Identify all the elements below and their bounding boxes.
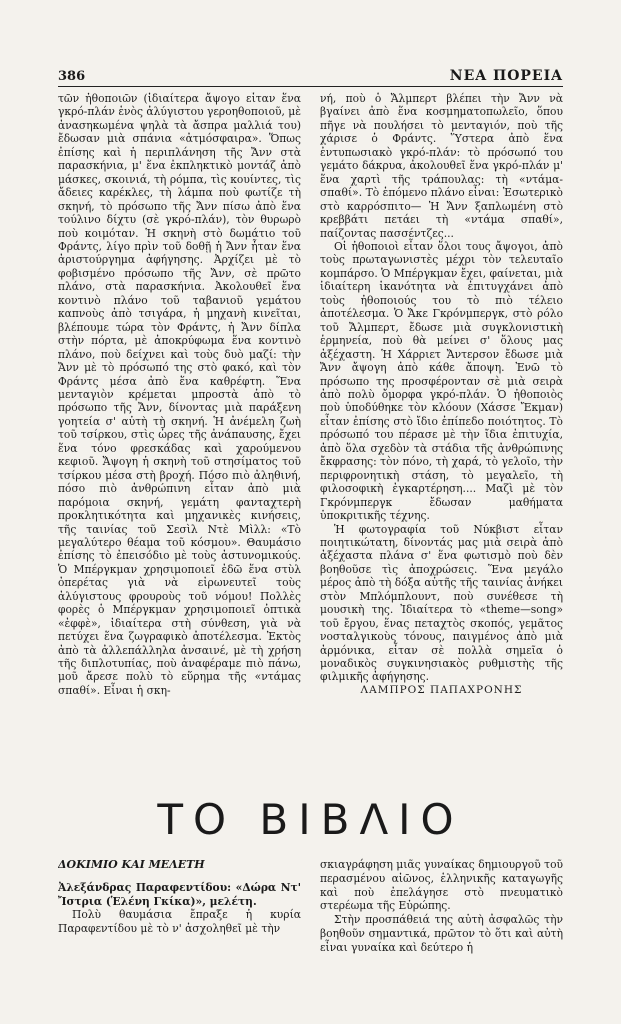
- page-header: [58, 62, 563, 84]
- review-paragraph: Πολὺ θαυμάσια ἔπραξε ἡ κυρία Παραφεντίδου μὲ τὸ ν' ἀσχοληθεῖ μὲ τὴν: [58, 908, 301, 936]
- article-columns: [58, 92, 563, 772]
- article-paragraph: Οἱ ἠθοποιοὶ εἶταν ὅλοι τους ἄψογοι, ἀπὸ τοὺς πρωταγωνιστὲς μέχρι τὸν τελευταῖο κομπάρσο. Ὁ Μπέργκμαν ἔχει, φαίνεται, μιὰ ἰδιαίτερη ἱκανότητα νὰ ἐπιτυγχάνει ἀπὸ τοὺς ἠθοποιούς του τὸ πιὸ τέλειο ἀποτέλεσμα. Ὁ Ἄκε Γκρόνμπεργκ, στὸ ρόλο τοῦ Ἄλμπερτ, ἔδωσε μιὰ συγκλονιστικὴ ἑρμηνεία, ποὺ θὰ μείνει σ' ὅλους μας ἀξέχαστη. Ἡ Χάρριετ Ἄντερσον ἔδωσε μιὰ Ἄνν ἄψογη ἀπὸ κάθε ἄποψη. Ἐνῶ τὸ πρόσωπο της προσφέρονταν σὲ μιὰ σειρὰ ἀπὸ πολὺ ὄμορφα γκρό-πλάν. Ὁ ἠθοποιὸς ποὺ ὑποδύθηκε τὸν κλόουν (Χάσσε Ἔκμαν) εἶταν ἐπίσης στὸ ἴδιο ἐπίπεδο ποιότητος. Τὸ πρόσωπό του πέρασε μὲ τὴν ἴδια ἐπιτυχία, ἀπὸ ὅλα σχεδὸν τὰ στάδια τῆς ἀνθρώπινης ἔκφρασης: τὸν πόνο, τὴ χαρά, τὸ γελοῖο, τὴν περιφρονητικὴ στάση, τὸ μεγαλεῖο, τὴ φιλοσοφικὴ ἐγκαρτέρηση.... Μαζὶ μὲ τὸν Γκρόνμπεργκ ἔδωσαν μαθήματα ὑποκριτικῆς τέχνης.: [320, 239, 563, 523]
- section-title: ΤΟ ΒΙΒΛΙΟ: [157, 795, 464, 844]
- review-paragraph: Στὴν προσπάθειά της αὐτὴ ἀσφαλῶς τὴν βοηθοῦν σημαντικά, πρῶτον τὸ ὅτι καὶ αὐτὴ εἶναι γυναίκα καὶ δεύτερο ἡ: [320, 913, 563, 954]
- header-rule: [58, 86, 563, 87]
- subsection-title: ΔΟΚΙΜΙΟ ΚΑΙ ΜΕΛΕΤΗ: [58, 858, 205, 871]
- book-entry: Ἀλεξάνδρας Παραφεντίδου: «Δώρα Ντ' Ἴστρια (Ἑλένη Γκίκα)», μελέτη.: [58, 880, 301, 908]
- book-review-columns: [58, 858, 563, 1008]
- article-paragraph: τῶν ἠθοποιῶν (ἰδιαίτερα ἄψογο εἶταν ἕνα γκρό-πλάν ἑνὸς ἀλύγιστου γεροηθοποιοῦ, μὲ ἀνασηκωμένα ψηλὰ τὰ ἄσπρα μαλλιά του) ἔδωσαν μιὰ σπάνια «ἀτμόσφαιρα». Ὅπως ἐπίσης καὶ ἡ περιπλάνηση τῆς Ἄνν στὰ παρασκήνια, μ' ἕνα ἐκπληκτικὸ μοντάζ ἀπὸ μάσκες, σκοινιά, τὴ ρόμπα, τὶς κουίντες, τὶς ἄδειες καρέκλες, τὴ λάμπα ποὺ φωτίζε τὴ σκηνή, τὸ πρόσωπο τῆς Ἄνν πίσω ἀπὸ ἕνα τούλινο δίχτυ (σὲ γκρό-πλάν), τὸν θυρωρὸ ποὺ κοιμόταν. Ἡ σκηνὴ στὸ δωμάτιο τοῦ Φράντς, λίγο πρὶν τοῦ δοθῇ ἡ Ἄνν ἦταν ἕνα ἀριστούργημα ἀφήγησης. Ἀρχίζει μὲ τὸ φοβισμένο πρόσωπο τῆς Ἄνν, σὲ πρῶτο πλάνο, στὰ παρασκήνια. Ἀκολουθεῖ ἕνα κοντινὸ πλάνο τοῦ ταβανιοῦ γεμάτου καπνοὺς ἀπὸ τσιγάρα, ἡ μηχανὴ κινεῖται, βλέπουμε τώρα τὸν Φράντς, ἡ Ἄνν δίπλα στὴν πόρτα, μὲ ἀποκρύφωμα ἕνα κοντινὸ πλάνο, ποὺ δείχνει καὶ τοὺς δυὸ μαζί: τὴν Ἄνν μὲ τὸ πρόσωπό της στὸ φακό, καὶ τὸν Φράντς μέσα ἀπὸ ἕνα καθρέφτη. Ἕνα μενταγιὸν κρέμεται μπροστὰ ἀπὸ τὸ πρόσωπο τῆς Ἄνν, δίνοντας μιὰ παράξενη γοητεία σ' αὐτὴ τὴ σκηνή. Ἡ ἀνέμελη ζωὴ τοῦ τσίρκου, στὶς ὧρες τῆς ἀνάπαυσης, ἔχει ἕνα τόνο φρεσκάδας καὶ χαρούμενου κεφιοῦ. Ἄψογη ἡ σκηνὴ τοῦ στησίματος τοῦ τσίρκου μέσα στὴ βροχή. Πόσο πιὸ ἀληθινή, πόσο πιὸ ἀνθρώπινη εἶταν ἀπὸ μιὰ παρόμοια σκηνή, γεμάτη φανταχτερὴ προκλητικότητα καὶ μηχανικὲς κινήσεις, τῆς ταινίας τοῦ Σεσὶλ Ντὲ Μὶλλ: «Τὸ μεγαλύτερο θέαμα τοῦ κόσμου». Θαυμάσιο ἐπίσης τὸ ἐπεισόδιο μὲ τοὺς ἀστυνομικούς. Ὁ Μπέργκμαν χρησιμοποιεῖ ἐδῶ ἕνα στὺλ ὀπερέτας γιὰ νὰ εἰρωνευτεῖ τοὺς ἀλύγιστους φρουροὺς τοῦ νόμου! Πολλὲς φορὲς ὁ Μπέργκμαν χρησιμοποιεῖ ὀπτικὰ «ἐφφὲ», ἰδιαίτερα στὴ σύνθεση, γιὰ νὰ πετύχει ἕνα ζωγραφικὸ ἀποτέλεσμα. Ἐκτὸς ἀπὸ τὰ ἀλλεπάλληλα ἀνσαινέ, μὲ τὴ χρήση τῆς διπλοτυπίας, ποὺ ἀναφέραμε πιὸ πάνω, μοῦ ἄρεσε πολὺ τὸ εὕρημα τῆς «ντάμας σπαθί». Εἶναι ἡ σκη-: [58, 92, 301, 697]
- author-signature: ΛΑΜΠΡΟΣ ΠΑΠΑΧΡΟΝΗΣ: [360, 683, 523, 696]
- article-column-left: [58, 92, 301, 772]
- book-column-left: [58, 858, 301, 1008]
- article-column-right: [320, 92, 563, 772]
- article-paragraph: νή, ποὺ ὁ Ἄλμπερτ βλέπει τὴν Ἄνν νὰ βγαίνει ἀπὸ ἕνα κοσμηματοπωλεῖο, ὅπου πῆγε νὰ πουλήσει τὸ μενταγιόν, ποὺ τῆς χάρισε ὁ Φράντς. Ὕστερα ἀπὸ ἕνα ἐντυπωσιακὸ γκρό-πλάν: τὸ πρόσωπό του γεμάτο δάκρυα, ἀκολουθεῖ ἕνα γκρό-πλάν μ' ἕνα χαρτὶ τῆς τράπουλας: τὴ «ντάμα-σπαθί». Τὸ ἑπόμενο πλάνο εἶναι: Ἐσωτερικὸ στὸ καρρόσπιτο— Ἡ Ἄνν ξαπλωμένη στὸ κρεββάτι πετάει τὴ «ντάμα σπαθί», παίζοντας πασσέντζες...: [320, 92, 563, 240]
- review-paragraph: σκιαγράφηση μιᾶς γυναίκας δημιουργοῦ τοῦ περασμένου αἰῶνος, ἑλληνικῆς καταγωγῆς καὶ ποὺ ἐπελάγησε στὸ πνευματικὸ στερέωμα τῆς Εὐρώπης.: [320, 858, 563, 913]
- article-paragraph: Ἡ φωτογραφία τοῦ Νύκβιστ εἶταν ποιητικώτατη, δίνοντάς μας μιὰ σειρὰ ἀπὸ ἀξέχαστα πλάνα σ' ἕνα φωτισμὸ ποὺ δὲν βοηθοῦσε τὶς ἀποχρώσεις. Ἕνα μεγάλο μέρος ἀπὸ τὴ δόξα αὐτῆς τῆς ταινίας ἀνήκει στὸν Μπλόμπλουντ, ποὺ συνέθεσε τὴ μουσικὴ της. Ἰδιαίτερα τὸ «theme—song» τοῦ ἔργου, ἕνας πεταχτὸς σκοπός, γεμᾶτος νοσταλγικοὺς τόνους, παιγμένος ἀπὸ μιὰ ἀρμόνικα, εἶταν σὲ πολλὰ σημεῖα ὁ μοναδικὸς συγκινησιακὸς ρυθμιστὴς τῆς φιλμικῆς ἀφήγησης.: [320, 522, 563, 684]
- journal-title: ΝΕΑ ΠΟΡΕΙΑ: [449, 68, 563, 84]
- page-number: 386: [58, 69, 86, 84]
- book-column-right: [320, 858, 563, 1008]
